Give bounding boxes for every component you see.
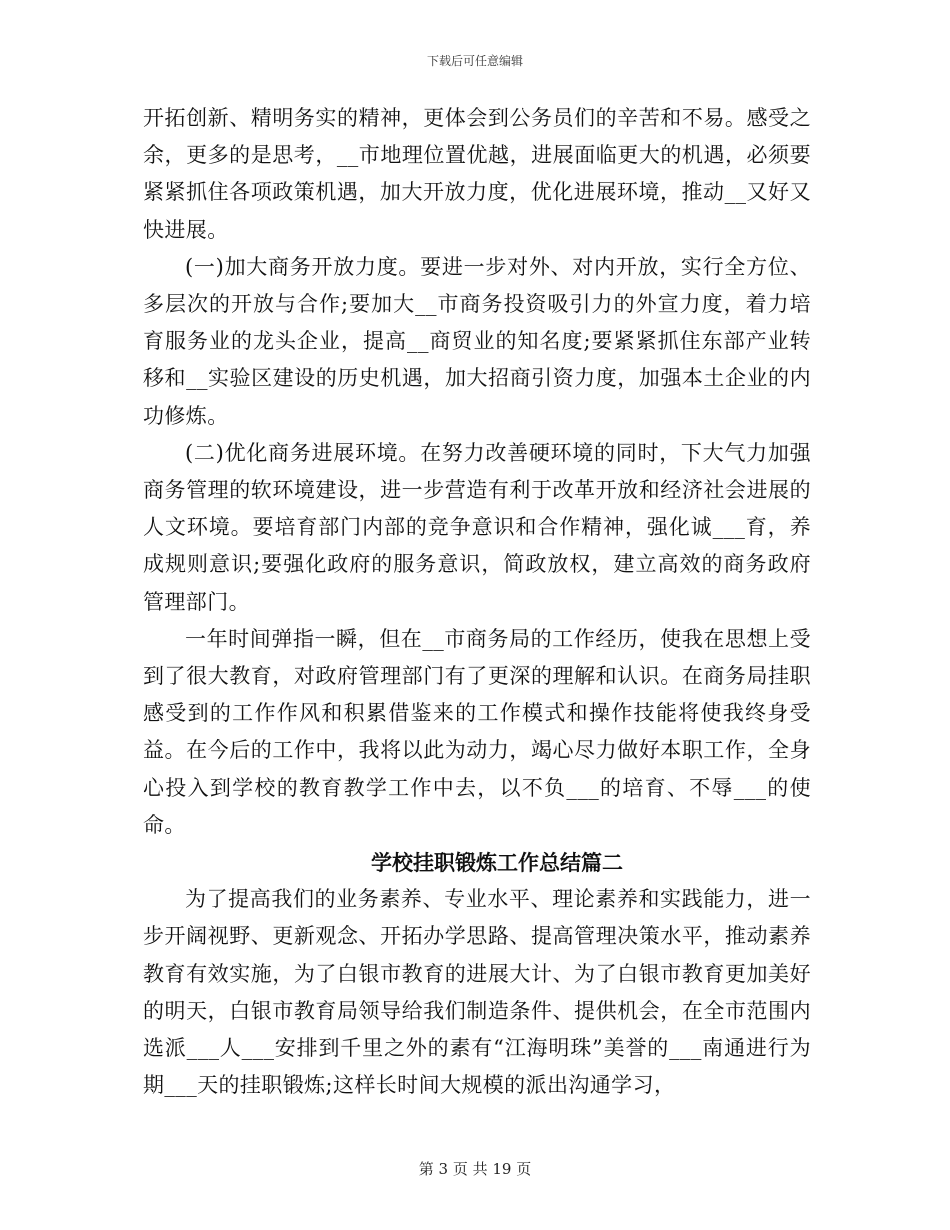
section-heading: 学校挂职锻炼工作总结篇二 (371, 850, 623, 876)
paragraph-1: 开拓创新、精明务实的精神，更体会到公务员们的辛苦和不易。感受之余，更多的是思考，__市地理位置优越，进展面临更大的机遇，必须要紧紧抓住各项政策机遇，加大开放力度，优化进展环境，推动__又好又快进展。 (143, 106, 811, 242)
document-body (143, 100, 811, 1104)
page-footer: 第 3 页 共 19 页 (418, 1160, 532, 1178)
paragraph-2: (一)加大商务开放力度。要进一步对外、对内开放，实行全方位、多层次的开放与合作;要加大__市商务投资吸引力的外宣力度，着力培育服务业的龙头企业，提高__商贸业的知名度;要紧紧抓住东部产业转移和__实验区建设的历史机遇，加大招商引资力度，加强本土企业的内功修炼。 (143, 254, 811, 428)
paragraph-4: 一年时间弹指一瞬，但在__市商务局的工作经历，使我在思想上受到了很大教育，对政府管理部门有了更深的理解和认识。在商务局挂职感受到的工作作风和积累借鉴来的工作模式和操作技能将使我终身受益。在今后的工作中，我将以此为动力，竭心尽力做好本职工作，全身心投入到学校的教育教学工作中去，以不负___的培育、不辱___的使命。 (143, 626, 811, 837)
page-header: 下载后可任意编辑 (426, 54, 523, 68)
paragraph-5: 为了提高我们的业务素养、专业水平、理论素养和实践能力，进一步开阔视野、更新观念、开拓办学思路、提高管理决策水平，推动素养教育有效实施，为了白银市教育的进展大计、为了白银市教育更加美好的明天，白银市教育局领导给我们制造条件、提供机会，在全市范围内选派___人___安排到千里之外的素有“江海明珠”美誉的___南通进行为期___天的挂职锻炼;这样长时间大规模的派出沟通学习， (143, 887, 811, 1098)
paragraph-3: (二)优化商务进展环境。在努力改善硬环境的同时，下大气力加强商务管理的软环境建设，进一步营造有利于改革开放和经济社会进展的人文环境。要培育部门内部的竞争意识和合作精神，强化诚___育，养成规则意识;要强化政府的服务意识，简政放权，建立高效的商务政府管理部门。 (143, 440, 811, 614)
